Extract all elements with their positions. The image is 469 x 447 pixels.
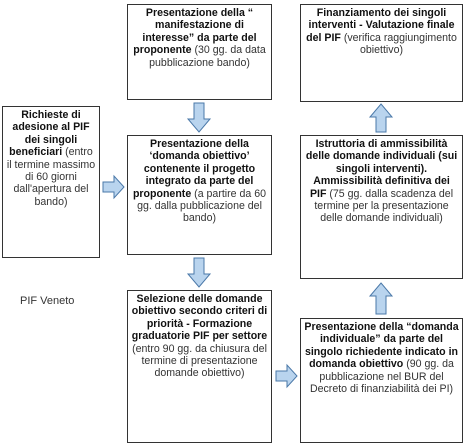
step-expression-of-interest-title: Presentazione della “ manifestazione di interesse” da parte del proponente (133, 7, 257, 57)
step-individual-application (300, 318, 463, 443)
step-funding-final-evaluation-note: (verifica raggiungimento obiettivo) (343, 31, 457, 57)
step-selection-ranking (127, 290, 272, 443)
step-adhesion-requests (2, 106, 100, 258)
step-expression-of-interest (127, 4, 272, 100)
step-funding-final-evaluation (300, 4, 463, 102)
step-selection-ranking-note: (entro 90 gg. da chiusura del termine di presentazione domande obiettivo) (132, 342, 267, 380)
step-selection-ranking-title: Selezione delle domande obiettivo secondo criteri di priorità - Formazione graduatorie PIF per settore (131, 293, 268, 343)
step-eligibility-review (300, 135, 463, 279)
step-funding-final-evaluation-title: Finanziamento dei singoli interventi - Valutazione finale del PIF (306, 7, 455, 44)
step-objective-application (127, 135, 272, 255)
step-adhesion-requests-title: Richieste di adesione al PIF dei singoli beneficiari (9, 109, 90, 159)
arrow-down-icon (188, 258, 210, 288)
caption-label: PIF Veneto (20, 295, 75, 307)
step-adhesion-requests-note: (entro il termine massimo di 60 giorni dall'apertura del bando) (6, 146, 96, 208)
arrow-right-icon (103, 176, 125, 198)
step-individual-application-note: (90 gg. da pubblicazione nel BUR del Decreto di finanziabilità dei PI) (309, 358, 454, 396)
arrow-right-icon (276, 365, 298, 387)
step-eligibility-review-note: (75 gg. dalla scadenza del termine per la presentazione delle domande individuali) (314, 187, 454, 225)
arrow-up-icon (370, 104, 392, 133)
step-objective-application-note: (a partire da 60 gg. dalla pubblicazione del bando) (137, 187, 267, 225)
step-individual-application-title: Presentazione della “domanda individuale” da parte del singolo richiedente indicato in domanda obiettivo (304, 321, 459, 371)
step-expression-of-interest-note: (30 gg. da data pubblicazione bando) (149, 44, 266, 69)
arrow-up-icon (370, 283, 392, 315)
step-eligibility-review-title: Istruttoria di ammissibilità delle domande individuali (sui singoli interventi). Ammissibilità definitiva dei PIF (305, 138, 458, 200)
step-objective-application-title: Presentazione della ‘domanda obiettivo’ contenente il progetto integrato da parte del proponente (132, 138, 256, 200)
arrow-down-icon (188, 103, 210, 133)
